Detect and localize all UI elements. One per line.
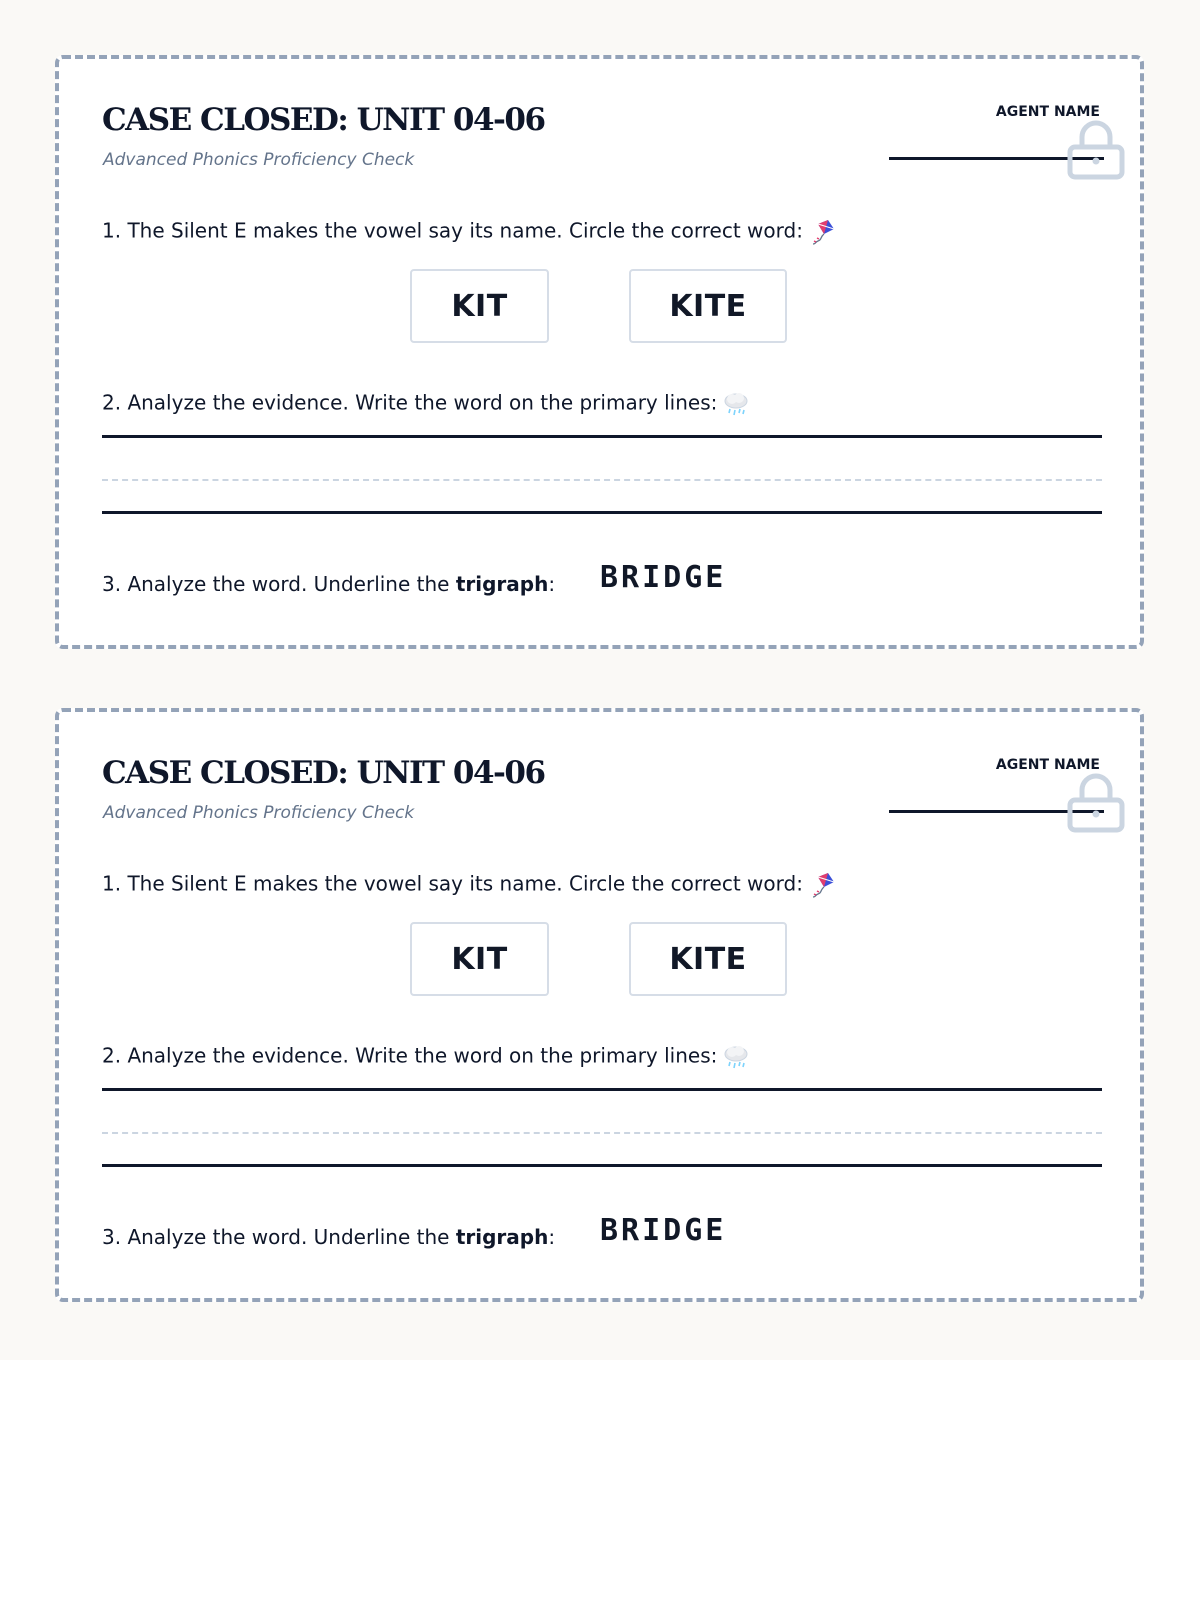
rain-cloud-emoji-icon	[723, 1044, 749, 1070]
rain-cloud-emoji-icon	[723, 391, 749, 417]
worksheet-subtitle: Advanced Phonics Proficiency Check	[103, 803, 415, 823]
worksheet-card-1	[55, 55, 1144, 649]
question-1-text: 1. The Silent E makes the vowel say its name. Circle the correct word:	[102, 871, 803, 896]
question-1	[102, 872, 835, 898]
kite-emoji-icon	[809, 872, 835, 898]
primary-line-midline	[102, 479, 1102, 481]
question-3	[102, 574, 555, 594]
worksheet-title: CASE CLOSED: UNIT 04-06	[102, 755, 545, 791]
primary-line-baseline[interactable]	[102, 511, 1102, 514]
question-2	[102, 391, 749, 417]
question-2	[102, 1044, 749, 1070]
agent-name-label: AGENT NAME	[995, 757, 1100, 773]
word-option-kit[interactable]: KIT	[410, 922, 549, 996]
word-option-kite[interactable]: KITE	[629, 269, 787, 343]
word-option-kit[interactable]: KIT	[410, 269, 549, 343]
question-3-text: 3. Analyze the word. Underline the	[102, 572, 456, 596]
question-1	[102, 219, 835, 245]
primary-line-top[interactable]	[102, 1088, 1102, 1091]
lock-icon	[1066, 117, 1126, 181]
question-3-emphasis: trigraph	[455, 1225, 549, 1249]
question-3	[102, 1227, 555, 1247]
worksheet-title: CASE CLOSED: UNIT 04-06	[102, 102, 545, 138]
worksheet-card-2	[55, 708, 1144, 1302]
question-3-emphasis: trigraph	[455, 572, 549, 596]
question-3-colon: :	[548, 572, 556, 596]
primary-line-midline	[102, 1132, 1102, 1134]
agent-name-label: AGENT NAME	[995, 104, 1100, 120]
question-1-text: 1. The Silent E makes the vowel say its name. Circle the correct word:	[102, 218, 803, 243]
lock-icon	[1066, 770, 1126, 834]
trigraph-word[interactable]: BRIDGE	[600, 1213, 727, 1248]
primary-line-top[interactable]	[102, 435, 1102, 438]
kite-emoji-icon	[809, 219, 835, 245]
question-3-text: 3. Analyze the word. Underline the	[102, 1225, 456, 1249]
question-3-colon: :	[548, 1225, 556, 1249]
question-2-text: 2. Analyze the evidence. Write the word on the primary lines:	[102, 390, 718, 415]
trigraph-word[interactable]: BRIDGE	[600, 560, 727, 595]
word-option-kite[interactable]: KITE	[629, 922, 787, 996]
worksheet-subtitle: Advanced Phonics Proficiency Check	[103, 150, 415, 170]
primary-line-baseline[interactable]	[102, 1164, 1102, 1167]
question-2-text: 2. Analyze the evidence. Write the word on the primary lines:	[102, 1043, 718, 1068]
